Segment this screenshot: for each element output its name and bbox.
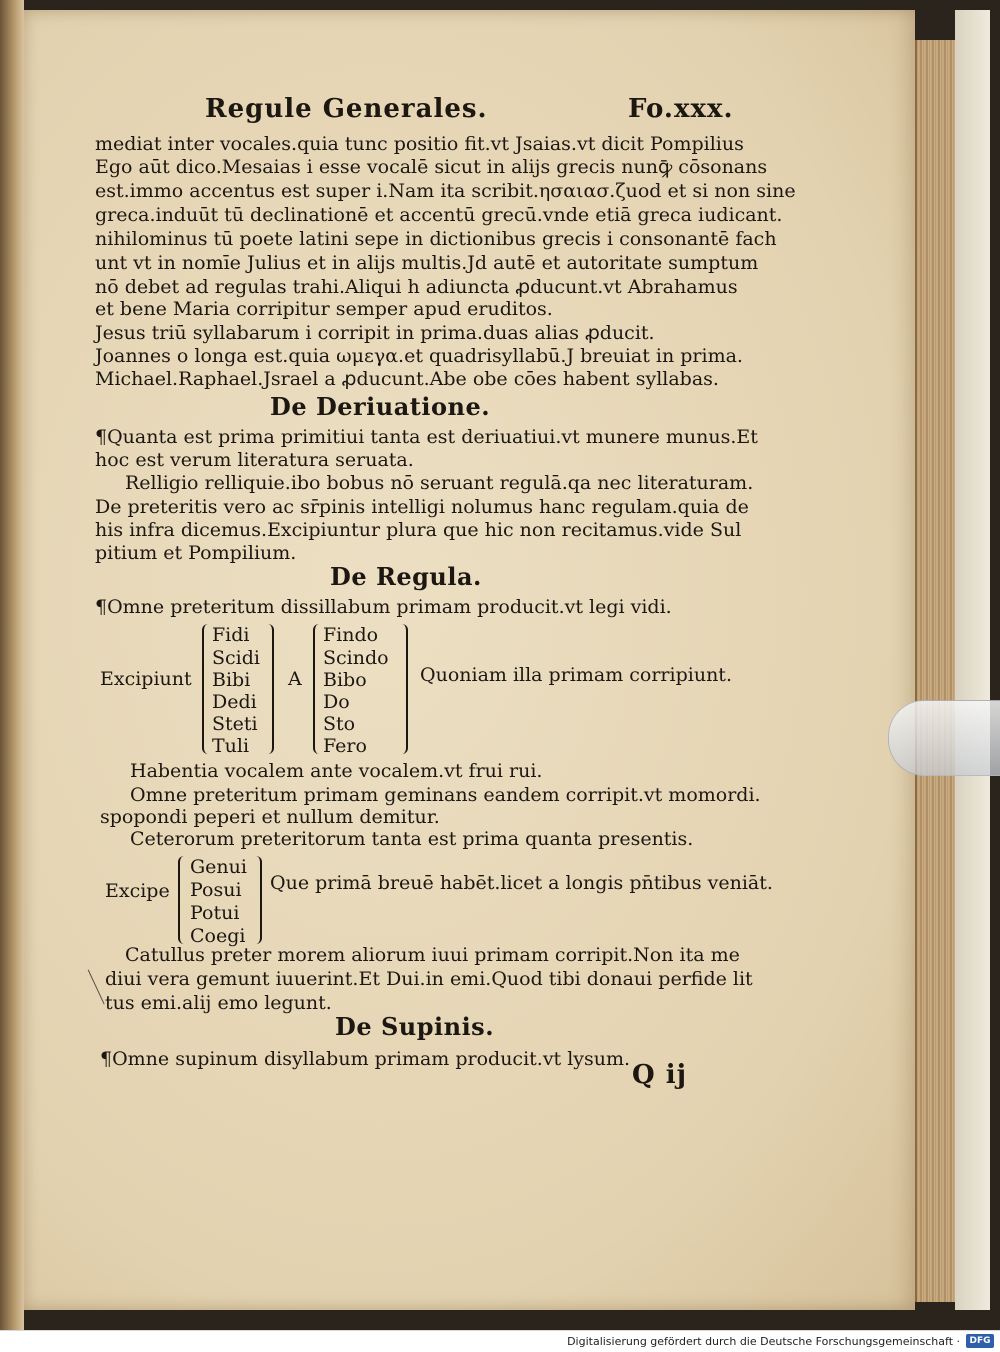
right-brace bbox=[252, 856, 262, 944]
text-line: mediat inter vocales.quia tunc positio fit.vt Jsaias.vt dicit Pompilius bbox=[95, 133, 744, 155]
excipe-note: Que primā breuē habēt.licet a longis pn̄tibus veniāt. bbox=[270, 872, 773, 894]
text-line: Ego aūt dico.Mesaias i esse vocalē sicut in alijs grecis nunꝙ̄ cōsonans bbox=[95, 156, 768, 178]
perfect-form: Scidi bbox=[212, 647, 260, 669]
left-brace bbox=[178, 856, 188, 944]
text-line: est.immo accentus est super i.Nam ita scribit.ησαιασ.ζuod et si non sine bbox=[95, 180, 796, 202]
left-brace bbox=[202, 624, 212, 754]
perfect-form: Dedi bbox=[212, 691, 257, 713]
text-line: nō debet ad regulas trahi.Aliqui h adiuncta ꝓducunt.vt Abrahamus bbox=[95, 276, 738, 298]
present-form: Bibo bbox=[323, 669, 367, 691]
text-line: pitium et Pompilium. bbox=[95, 542, 297, 564]
text-line: ¶Omne supinum disyllabum primam producit.vt lysum. bbox=[100, 1048, 631, 1070]
signature-mark: Q ij bbox=[632, 1060, 687, 1090]
text-line: Ceterorum preteritorum tanta est prima quanta presentis. bbox=[130, 828, 694, 850]
present-form: Do bbox=[323, 691, 350, 713]
text-line: nihilominus tū poete latini sepe in dictionibus grecis i consonantē fach bbox=[95, 228, 777, 250]
excipiunt-mid: A bbox=[288, 668, 302, 690]
text-line: Habentia vocalem ante vocalem.vt frui rui. bbox=[130, 760, 543, 782]
section-heading: De Supinis. bbox=[335, 1012, 495, 1041]
text-line: Joannes o longa est.quia ωμεγα.et quadrisyllabū.J breuiat in prima. bbox=[95, 345, 743, 367]
footer-bar bbox=[0, 1330, 1000, 1352]
perfect-form: Tuli bbox=[212, 735, 250, 757]
section-heading: De Regula. bbox=[330, 562, 482, 591]
section-heading: De Deriuatione. bbox=[270, 392, 491, 421]
text-line: Relligio relliquie.ibo bobus nō seruant regulā.qa nec literaturam. bbox=[125, 472, 754, 494]
excipiunt-note: Quoniam illa primam corripiunt. bbox=[420, 664, 732, 686]
right-brace bbox=[398, 624, 408, 754]
perfect-form: Bibi bbox=[212, 669, 251, 691]
present-form: Fero bbox=[323, 735, 367, 757]
folio-number: Fo.xxx. bbox=[628, 94, 734, 124]
excipe-word: Genui bbox=[190, 856, 247, 878]
present-form: Scindo bbox=[323, 647, 389, 669]
text-line: et bene Maria corripitur semper apud eruditos. bbox=[95, 298, 553, 320]
text-line: Jesus triū syllabarum i corripit in prima.duas alias ꝓducit. bbox=[95, 322, 655, 344]
excipe-word: Potui bbox=[190, 902, 240, 924]
text-line: ¶Omne preteritum dissillabum primam producit.vt legi vidi. bbox=[95, 596, 672, 618]
right-brace bbox=[264, 624, 274, 754]
text-line: tus emi.alij emo legunt. bbox=[105, 992, 332, 1014]
perfect-form: Steti bbox=[212, 713, 258, 735]
text-line: unt vt in nomīe Julius et in alijs multis.Jd autē et autoritate sumptum bbox=[95, 252, 759, 274]
text-line: hoc est verum literatura seruata. bbox=[95, 449, 414, 471]
footer-credit: Digitalisierung gefördert durch die Deutsche Forschungsgemeinschaft · bbox=[567, 1335, 960, 1348]
running-head: Regule Generales. bbox=[205, 94, 488, 124]
present-form: Sto bbox=[323, 713, 356, 735]
dfg-logo-icon[interactable]: DFG bbox=[966, 1334, 994, 1348]
text-line: diui vera gemunt iuuerint.Et Dui.in emi.Quod tibi donaui perfide lit bbox=[105, 968, 753, 990]
perfect-form: Fidi bbox=[212, 624, 250, 646]
left-brace bbox=[313, 624, 323, 754]
text-line: his infra dicemus.Excipiuntur plura que hic non recitamus.vide Sul bbox=[95, 519, 742, 541]
present-form: Findo bbox=[323, 624, 379, 646]
text-line: spopondi peperi et nullum demitur. bbox=[100, 806, 440, 828]
text-line: Omne preteritum primam geminans eandem corripit.vt momordi. bbox=[130, 784, 761, 806]
excipe-word: Posui bbox=[190, 879, 242, 901]
excipe-label: Excipe bbox=[105, 880, 170, 902]
text-line: Michael.Raphael.Jsrael a ꝓducunt.Abe obe cōes habent syllabas. bbox=[95, 368, 719, 390]
text-line: ¶Quanta est prima primitiui tanta est deriuatiui.vt munere munus.Et bbox=[95, 426, 758, 448]
text-line: Catullus preter morem aliorum iuui primam corripit.Non ita me bbox=[125, 944, 740, 966]
text-line: greca.induūt tū declinationē et accentū grecū.vnde etiā greca iudicant. bbox=[95, 204, 783, 226]
excipe-word: Coegi bbox=[190, 925, 246, 947]
text-line: De preteritis vero ac sr̄pinis intelligi nolumus hanc regulam.quia de bbox=[95, 496, 749, 518]
excipiunt-label: Excipiunt bbox=[100, 668, 192, 690]
